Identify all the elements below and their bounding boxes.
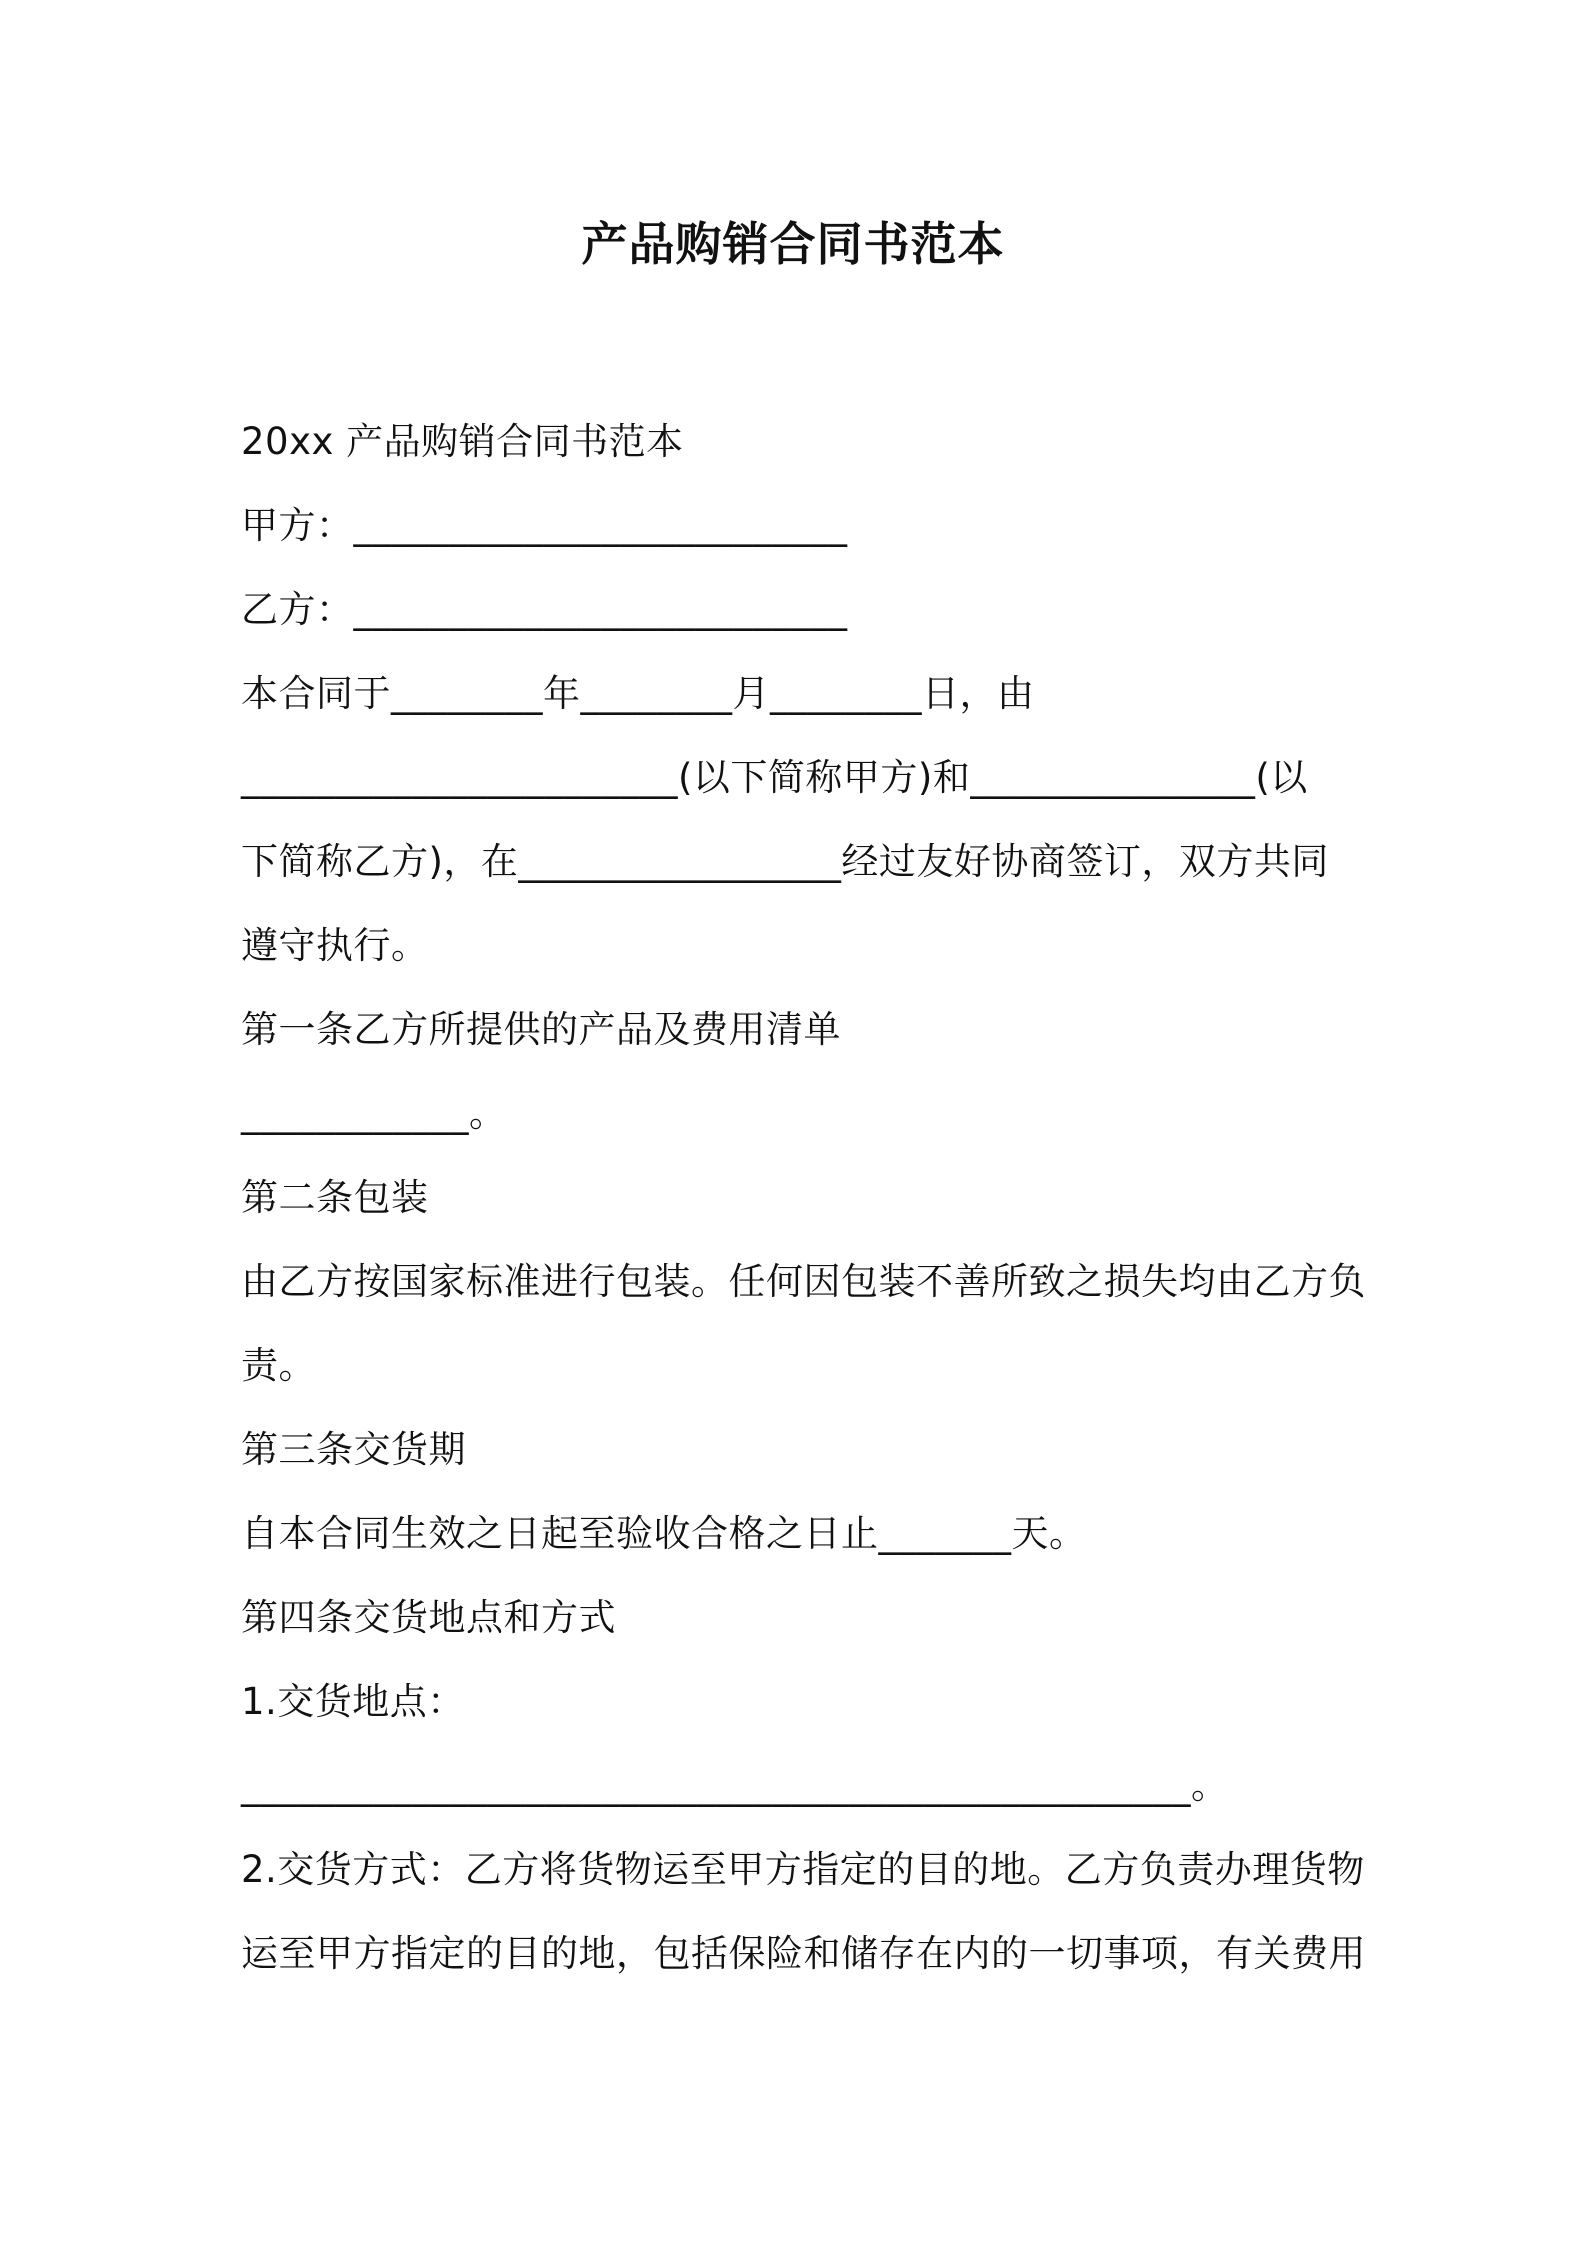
article-2-heading: 第二条包装 xyxy=(241,1176,429,1219)
contract-date-line: 本合同于________年________月________日，由 xyxy=(241,672,1035,715)
article-1-heading: 第一条乙方所提供的产品及费用清单 xyxy=(241,1008,841,1051)
article-4-heading: 第四条交货地点和方式 xyxy=(241,1596,616,1639)
paragraph-line: __________________________________________________。 xyxy=(241,1764,1229,1807)
paragraph-line: 运至甲方指定的目的地，包括保险和储存在内的一切事项，有关费用 xyxy=(241,1932,1366,1975)
party-b-line: 乙方：__________________________ xyxy=(241,588,848,631)
paragraph-line: _______________________(以下简称甲方)和_______________(以 xyxy=(241,756,1308,799)
paragraph-line: 责。 xyxy=(241,1344,316,1387)
paragraph-line: 自本合同生效之日起至验收合格之日止_______天。 xyxy=(241,1512,1087,1555)
subtitle-line: 20xx 产品购销合同书范本 xyxy=(241,420,684,463)
paragraph-line: 1.交货地点： xyxy=(241,1680,465,1723)
document-title: 产品购销合同书范本 xyxy=(581,217,1005,271)
paragraph-line: ____________。 xyxy=(241,1092,507,1135)
paragraph-line: 由乙方按国家标准进行包装。任何因包装不善所致之损失均由乙方负 xyxy=(241,1260,1366,1303)
document-body xyxy=(241,400,1366,1996)
paragraph-line: 2.交货方式：乙方将货物运至甲方指定的目的地。乙方负责办理货物 xyxy=(241,1848,1365,1891)
paragraph-line: 遵守执行。 xyxy=(241,924,429,967)
party-a-line: 甲方：__________________________ xyxy=(241,504,848,547)
paragraph-line: 下简称乙方)，在_________________经过友好协商签订，双方共同 xyxy=(241,840,1329,883)
article-3-heading: 第三条交货期 xyxy=(241,1428,466,1471)
